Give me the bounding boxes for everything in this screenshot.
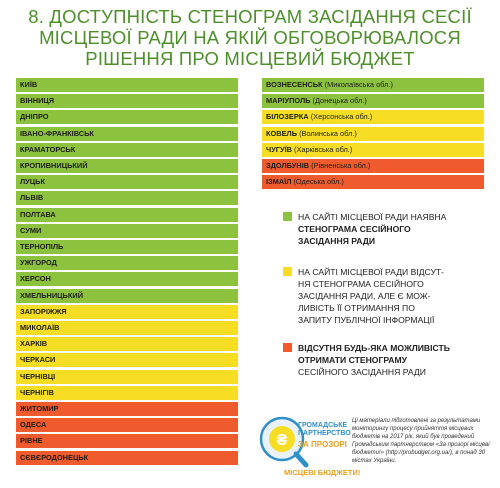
partnership-logo-icon	[258, 409, 361, 481]
right-city-list	[262, 78, 484, 198]
city-row	[16, 175, 238, 189]
legend-orange	[283, 342, 493, 382]
legend-green-swatch	[283, 212, 292, 221]
city-row	[16, 240, 238, 254]
city-row	[16, 272, 238, 286]
legend-green-line-1: НА САЙТІ МІСЦЕВОЇ РАДИ НАЯВНА	[298, 212, 447, 222]
legend-yellow-line-5: ЗАПИТУ ПУБЛІЧНОЇ ІНФОРМАЦІЇ	[298, 315, 435, 325]
legend-yellow-line-4: ЛИВІСТЬ ЇЇ ОТРИМАННЯ ПО	[298, 303, 415, 313]
city-row	[16, 78, 238, 92]
city-row	[262, 94, 484, 108]
city-name: ЧЕРКАСИ	[20, 355, 56, 365]
svg-text:₴: ₴	[276, 432, 288, 449]
city-name: ІВАНО-ФРАНКІВСЬК	[20, 128, 94, 138]
city-row	[16, 418, 238, 432]
city-name: РІВНЕ	[20, 436, 43, 446]
city-row	[262, 110, 484, 124]
city-row	[16, 370, 238, 384]
region-name: (Волинська обл.)	[297, 128, 357, 138]
city-row	[16, 386, 238, 400]
city-name: ДНІПРО	[20, 112, 49, 122]
city-row	[16, 208, 238, 222]
city-name: МИКОЛАЇВ	[20, 323, 60, 332]
city-row	[16, 321, 238, 335]
city-name: КИЇВ	[20, 80, 38, 89]
city-name: ЛЬВІВ	[20, 193, 44, 203]
city-name: ЗАПОРІЖЖЯ	[20, 306, 67, 316]
city-name: ВІННИЦЯ	[20, 96, 55, 106]
city-row	[16, 337, 238, 351]
city-name: БІЛОЗЕРКА	[266, 112, 309, 122]
legend-green-line-3: ЗАСІДАННЯ РАДИ	[298, 236, 376, 246]
logo-line-3: ЗА ПРОЗОРІ	[298, 440, 347, 449]
region-name: (Харківська обл.)	[291, 144, 353, 154]
city-row	[16, 305, 238, 319]
city-row	[262, 175, 484, 189]
city-name: СУМИ	[20, 225, 42, 235]
region-name: (Одеська обл.)	[291, 177, 344, 187]
city-name: ТЕРНОПІЛЬ	[20, 242, 64, 251]
city-row	[262, 159, 484, 173]
city-row	[16, 191, 238, 205]
city-name: УЖГОРОД	[20, 258, 57, 268]
legend-orange-line-3: СЕСІЙНОГО ЗАСІДАННЯ РАДИ	[298, 367, 426, 377]
logo-line-2: ПАРТНЕРСТВО	[298, 430, 351, 437]
legend-green	[283, 211, 493, 251]
logo-line-4: МІСЦЕВІ БЮДЖЕТИ!	[284, 468, 361, 477]
city-row	[262, 143, 484, 157]
region-name: (Донецька обл.)	[310, 96, 367, 106]
city-row	[16, 159, 238, 173]
city-row	[16, 353, 238, 367]
city-row	[16, 224, 238, 238]
footer-note: Ці матеріали підготовлені за результатами моніторингу процесу прийняття місцевих бюджетів на 2017 рік, який був проведений Громадським партнерством «За прозорі місцеві бюджети!» (http://probudget.org.ua/), в понад 30 містах України.	[352, 418, 490, 464]
city-name: ВОЗНЕСЕНСЬК	[266, 80, 323, 89]
city-name: ХЕРСОН	[20, 274, 51, 284]
city-row	[16, 451, 238, 465]
city-row	[262, 78, 484, 92]
legend-orange-line-1: ВІДСУТНЯ БУДЬ-ЯКА МОЖЛИВІСТЬ	[298, 343, 450, 353]
city-name: МАРІУПОЛЬ	[266, 96, 311, 106]
city-row	[16, 289, 238, 303]
legend-yellow-swatch	[283, 267, 292, 276]
title-line-1: 8. ДОСТУПНІСТЬ СТЕНОГРАМ ЗАСІДАННЯ СЕСІЇ	[28, 6, 472, 27]
legend-orange-line-2: ОТРИМАТИ СТЕНОГРАМУ	[298, 355, 408, 365]
city-name: ХМЕЛЬНИЦЬКИЙ	[20, 290, 84, 300]
title-line-3: РІШЕННЯ ПРО МІСЦЕВИЙ БЮДЖЕТ	[85, 48, 415, 69]
legend-yellow-line-1: НА САЙТІ МІСЦЕВОЇ РАДИ ВІДСУТ-	[298, 267, 445, 277]
city-name: ЗДОЛБУНІВ	[266, 161, 310, 170]
left-city-list	[16, 78, 238, 462]
city-row	[16, 256, 238, 270]
city-name: ЧЕРНІВЦІ	[20, 371, 56, 381]
city-row	[16, 127, 238, 141]
city-name: ЖИТОМИР	[20, 404, 59, 413]
city-row	[16, 110, 238, 124]
city-row	[16, 434, 238, 448]
city-name: ХАРКІВ	[20, 339, 48, 349]
page-title	[0, 6, 500, 69]
city-name: ЧЕРНІГІВ	[20, 387, 55, 397]
partnership-logo	[258, 409, 361, 481]
city-name: КОВЕЛЬ	[266, 128, 298, 138]
city-name: ПОЛТАВА	[20, 209, 56, 219]
city-row	[16, 402, 238, 416]
city-name: СЄВЄРОДОНЕЦЬК	[20, 452, 89, 462]
city-name: ІЗМАЇЛ	[266, 177, 292, 187]
city-name: ЛУЦЬК	[20, 177, 46, 187]
city-name: КРОПИВНИЦЬКИЙ	[20, 161, 88, 170]
logo-line-1: ГРОМАДСЬКЕ	[298, 422, 348, 429]
legend-green-line-2: СТЕНОГРАМА СЕСІЙНОГО	[298, 224, 411, 234]
legend-yellow-line-3: ЗАСІДАННЯ РАДИ, АЛЕ Є МОЖ-	[298, 291, 431, 301]
legend-yellow-line-2: НЯ СТЕНОГРАМА СЕСІЙНОГО	[298, 279, 424, 289]
legend-yellow	[283, 266, 493, 330]
city-row	[16, 143, 238, 157]
region-name: (Миколаївська обл.)	[322, 80, 393, 89]
city-name: ЧУГУЇВ	[266, 144, 292, 154]
region-name: (Херсонська обл.)	[308, 112, 373, 122]
city-name: КРАМАТОРСЬК	[20, 144, 76, 154]
title-line-2: МІСЦЕВОЇ РАДИ НА ЯКІЙ ОБГОВОРЮВАЛОСЯ	[39, 27, 461, 48]
city-row	[262, 127, 484, 141]
city-name: ОДЕСА	[20, 420, 47, 430]
city-row	[16, 94, 238, 108]
region-name: (Рівненська обл.)	[309, 161, 371, 170]
legend-orange-swatch	[283, 343, 292, 352]
